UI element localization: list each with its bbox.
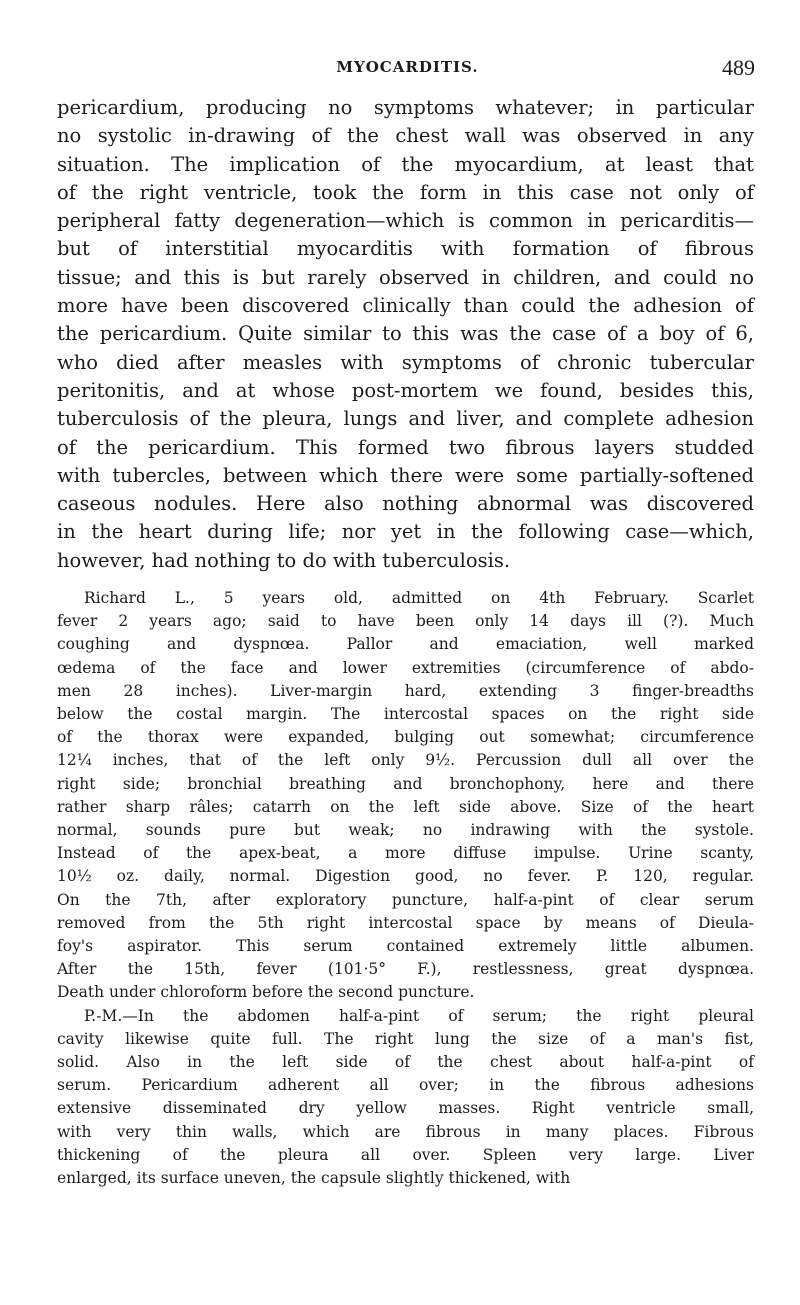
main-paragraph-line: caseous nodules. Here also nothing abnormal was discovered bbox=[57, 492, 754, 516]
running-head bbox=[60, 55, 755, 84]
case-report-line: cavity likewise quite full. The right lung the size of a man's fist, bbox=[57, 1029, 754, 1048]
main-paragraph-line: the pericardium. Quite similar to this was the case of a boy of 6, bbox=[57, 322, 754, 346]
case-report-line: fever 2 years ago; said to have been only 14 days ill (?). Much bbox=[57, 612, 754, 631]
main-paragraph-line: tuberculosis of the pleura, lungs and liver, and complete adhesion bbox=[57, 407, 754, 431]
main-paragraph-line: no systolic in-drawing of the chest wall was observed in any bbox=[57, 124, 754, 148]
main-paragraph-line: situation. The implication of the myocardium, at least that bbox=[57, 152, 754, 176]
case-report-line: right side; bronchial breathing and bronchophony, here and there bbox=[57, 774, 754, 793]
main-paragraph-line: however, had nothing to do with tuberculosis. bbox=[57, 548, 511, 572]
case-report-line: removed from the 5th right intercostal space by means of Dieula- bbox=[57, 913, 754, 932]
case-report-line: foy's aspirator. This serum contained extremely little albumen. bbox=[57, 937, 754, 956]
main-paragraph-line: peritonitis, and at whose post-mortem we found, besides this, bbox=[57, 378, 754, 402]
main-paragraph-line: tissue; and this is but rarely observed in children, and could no bbox=[57, 265, 754, 289]
main-paragraph-line: peripheral fatty degeneration—which is common in pericarditis— bbox=[57, 209, 754, 233]
case-report-paragraph bbox=[57, 587, 754, 1190]
main-paragraph-line: of the pericardium. This formed two fibrous layers studded bbox=[57, 435, 754, 459]
case-report-line: 12¼ inches, that of the left only 9½. Percussion dull all over the bbox=[57, 751, 754, 770]
main-paragraph-line: pericardium, producing no symptoms whatever; in particular bbox=[57, 96, 754, 119]
case-report-line: 10½ oz. daily, normal. Digestion good, no fever. P. 120, regular. bbox=[57, 867, 754, 886]
case-report-line: solid. Also in the left side of the chest about half-a-pint of bbox=[57, 1053, 754, 1072]
main-paragraph-line: who died after measles with symptoms of chronic tubercular bbox=[57, 350, 754, 374]
case-report-line: œdema of the face and lower extremities (circumference of abdo- bbox=[57, 658, 754, 677]
main-paragraph-line: of the right ventricle, took the form in this case not only of bbox=[57, 180, 754, 204]
case-report-line: below the costal margin. The intercostal spaces on the right side bbox=[57, 705, 754, 724]
case-report-line: men 28 inches). Liver-margin hard, extending 3 finger-breadths bbox=[57, 681, 754, 700]
page-number: 489 bbox=[722, 55, 755, 80]
case-report-line: P.-M.—In the abdomen half-a-pint of serum; the right pleural bbox=[84, 1006, 754, 1025]
case-report-line: thickening of the pleura all over. Spleen very large. Liver bbox=[57, 1145, 754, 1164]
running-title: MYOCARDITIS. bbox=[336, 58, 479, 76]
case-report-line: serum. Pericardium adherent all over; in the fibrous adhesions bbox=[57, 1076, 754, 1095]
case-report-line: rather sharp râles; catarrh on the left side above. Size of the heart bbox=[57, 797, 754, 816]
case-report-line: Richard L., 5 years old, admitted on 4th February. Scarlet bbox=[84, 589, 754, 607]
case-report-line: normal, sounds pure but weak; no indrawing with the systole. bbox=[57, 821, 754, 840]
main-paragraph bbox=[57, 94, 754, 575]
case-report-line: Death under chloroform before the second puncture. bbox=[57, 983, 475, 1002]
main-paragraph-line: with tubercles, between which there were some partially-softened bbox=[57, 463, 754, 487]
case-report-line: with very thin walls, which are fibrous in many places. Fibrous bbox=[57, 1122, 754, 1141]
main-paragraph-line: more have been discovered clinically than could the adhesion of bbox=[57, 294, 754, 318]
case-report-line: On the 7th, after exploratory puncture, half-a-pint of clear serum bbox=[57, 890, 754, 909]
main-paragraph-line: but of interstitial myocarditis with formation of fibrous bbox=[57, 237, 754, 261]
case-report-line: of the thorax were expanded, bulging out somewhat; circumference bbox=[57, 728, 754, 747]
case-report-line: Instead of the apex-beat, a more diffuse impulse. Urine scanty, bbox=[57, 844, 754, 863]
main-paragraph-line: in the heart during life; nor yet in the following case—which, bbox=[57, 520, 754, 544]
case-report-line: enlarged, its surface uneven, the capsule slightly thickened, with bbox=[57, 1169, 571, 1188]
case-report-line: coughing and dyspnœa. Pallor and emaciation, well marked bbox=[57, 635, 754, 654]
case-report-line: After the 15th, fever (101·5° F.), restlessness, great dyspnœa. bbox=[57, 960, 754, 979]
case-report-line: extensive disseminated dry yellow masses. Right ventricle small, bbox=[57, 1099, 754, 1118]
